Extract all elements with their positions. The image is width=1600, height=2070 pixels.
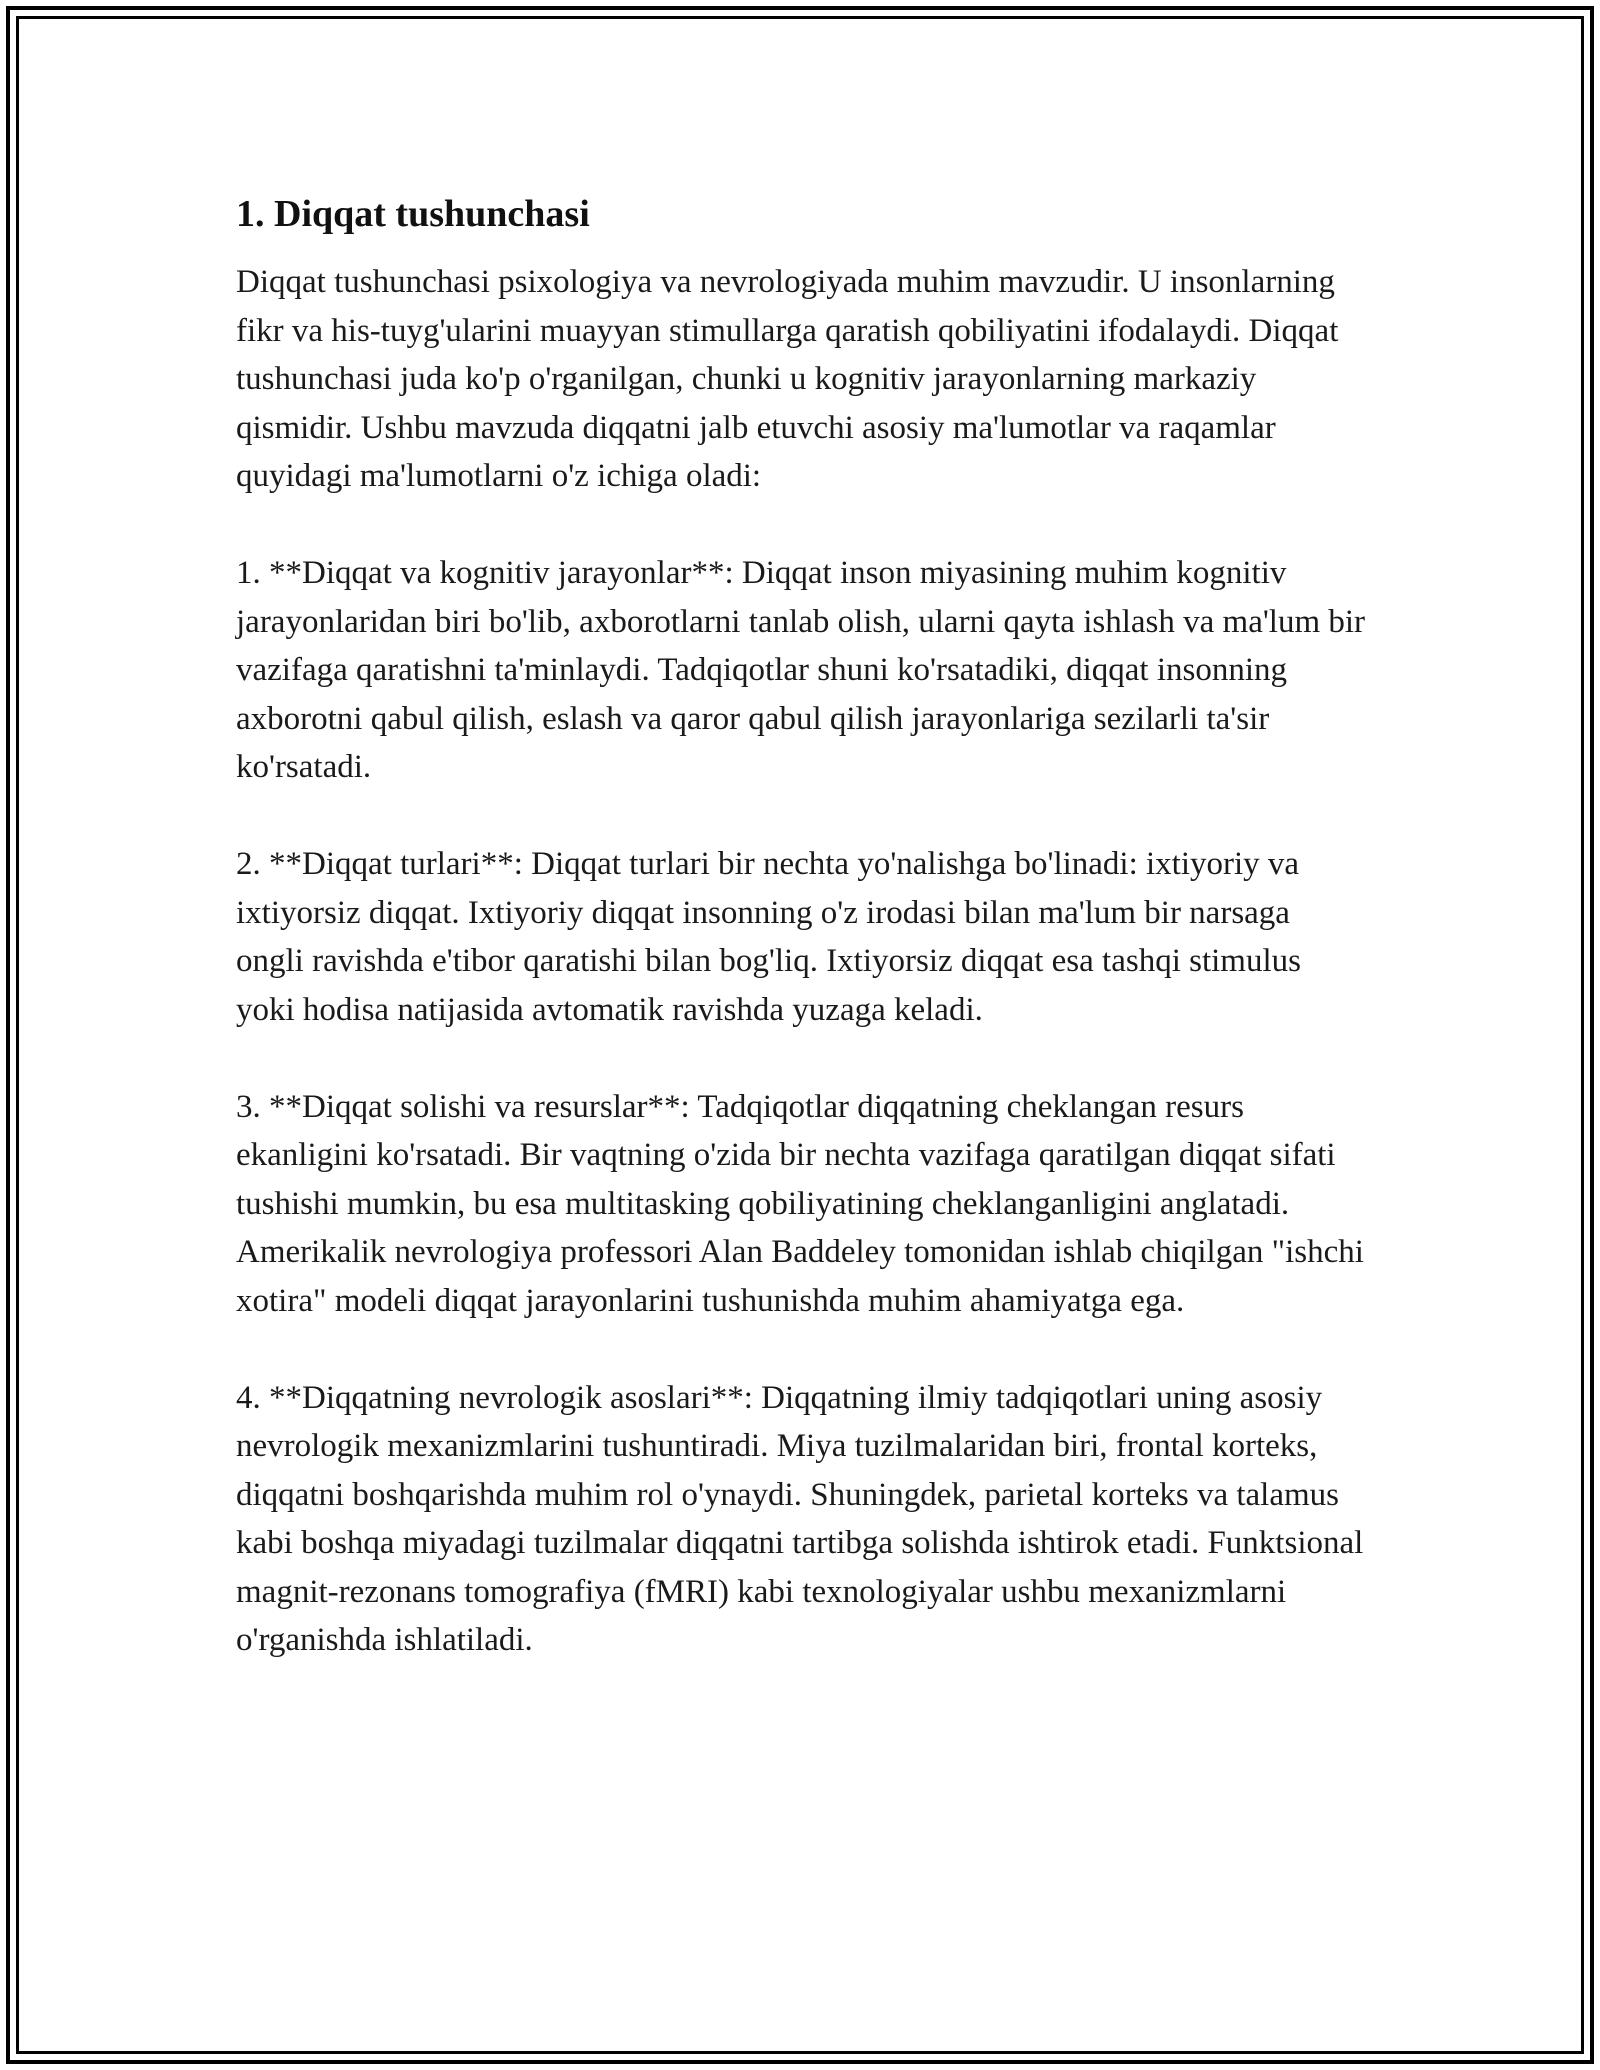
list-item-attention-resources: 3. **Diqqat solishi va resurslar**: Tadqiqotlar diqqatning cheklangan resurs ekanligini ko'rsatadi. Bir vaqtning o'zida bir nechta vazifaga qaratilgan diqqat sifati tushishi mumkin, bu esa multitasking qobiliyatining cheklanganligini anglatadi. Amerikalik nevrologiya professori Alan Baddeley tomonidan ishlab chiqilgan "ishchi xotira" modeli diqqat jarayonlarini tushunishda muhim ahamiyatga ega. xyxy=(236,1088,1364,1319)
list-item-cognitive-processes: 1. **Diqqat va kognitiv jarayonlar**: Diqqat inson miyasining muhim kognitiv jarayonlaridan biri bo'lib, axborotlarni tanlab olish, ularni qayta ishlash va ma'lum bir vazifaga qaratishni ta'minlaydi. Tadqiqotlar shuni ko'rsatadiki, diqqat insonning axborotni qabul qilish, eslash va qaror qabul qilish jarayonlariga sezilarli ta'sir ko'rsatadi. xyxy=(236,555,1366,785)
list-item-attention-types: 2. **Diqqat turlari**: Diqqat turlari bir nechta yo'nalishga bo'linadi: ixtiyoriy va ixtiyorsiz diqqat. Ixtiyoriy diqqat insonning o'z irodasi bilan ma'lum bir narsaga ongli ravishda e'tibor qaratishi bilan bog'liq. Ixtiyorsiz diqqat esa tashqi stimulus yoki hodisa natijasida avtomatik ravishda yuzaga keladi. xyxy=(236,846,1301,1028)
document-body xyxy=(236,188,1366,1665)
intro-paragraph: Diqqat tushunchasi psixologiya va nevrologiyada muhim mavzudir. U insonlarning fikr va his-tuyg'ularini muayyan stimullarga qaratish qobiliyatini ifodalaydi. Diqqat tushunchasi juda ko'p o'rganilgan, chunki u kognitiv jarayonlarning markaziy qismidir. Ushbu mavzuda diqqatni jalb etuvchi asosiy ma'lumotlar va raqamlar quyidagi ma'lumotlarni o'z ichiga oladi: xyxy=(236,264,1339,494)
list-item-neurological-bases: 4. **Diqqatning nevrologik asoslari**: Diqqatning ilmiy tadqiqotlari uning asosiy nevrologik mexanizmlarini tushuntiradi. Miya tuzilmalaridan biri, frontal korteks, diqqatni boshqarishda muhim rol o'ynaydi. Shuningdek, parietal korteks va talamus kabi boshqa miyadagi tuzilmalar diqqatni tartibga solishda ishtirok etadi. Funktsional magnit-rezonans tomografiya (fMRI) kabi texnologiyalar ushbu mexanizmlarni o'rganishda ishlatiladi. xyxy=(236,1379,1364,1658)
section-title: 1. Diqqat tushunchasi xyxy=(236,193,590,235)
